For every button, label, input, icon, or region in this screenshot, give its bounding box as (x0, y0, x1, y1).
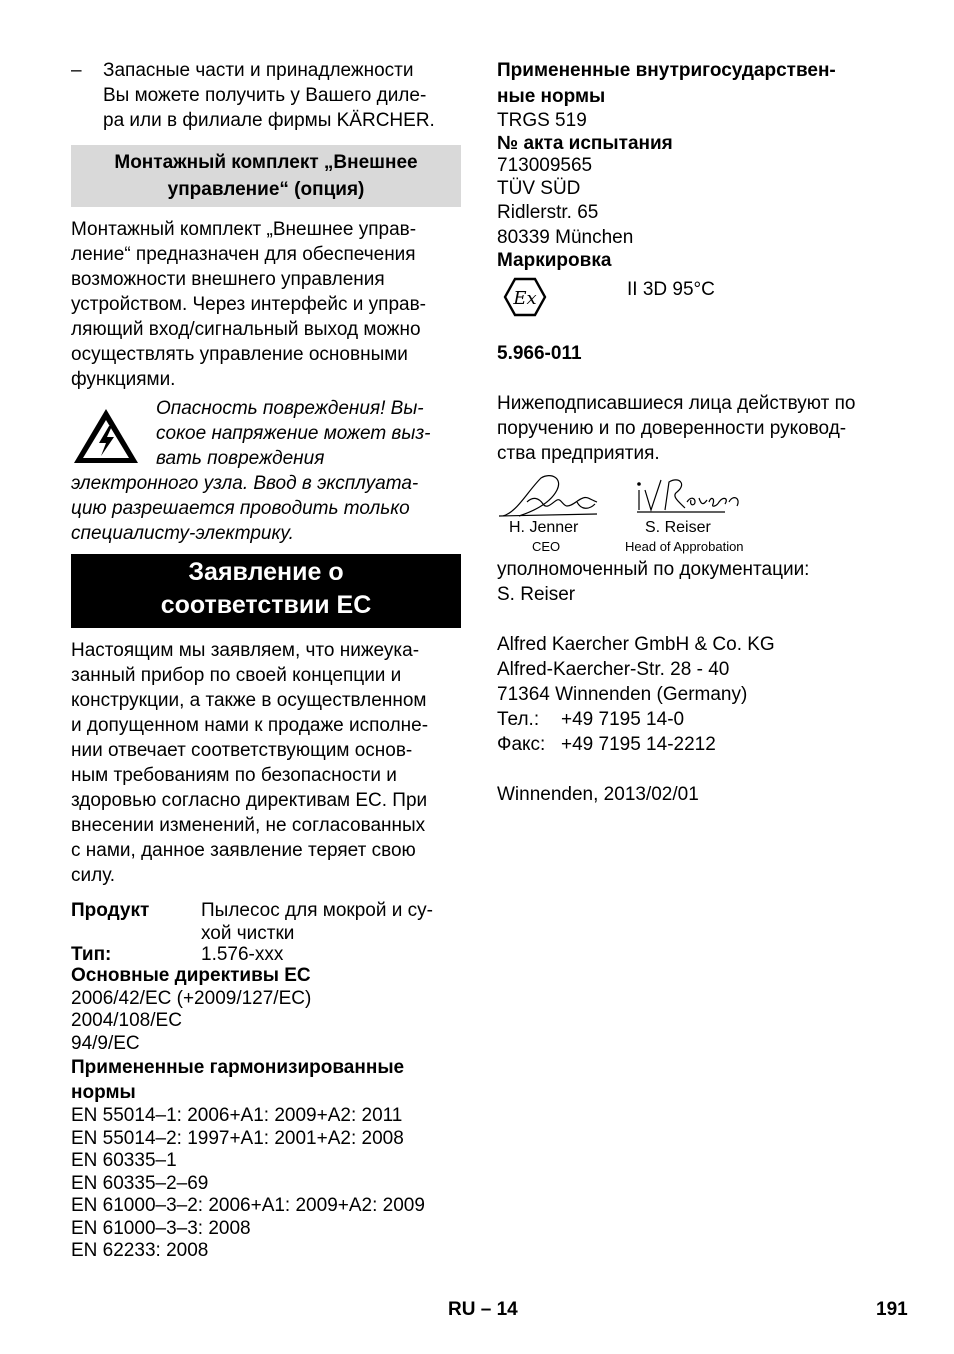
ec-heading-line: соответствии ЕС (160, 591, 372, 619)
product-label: Продукт (71, 900, 150, 921)
warning-line: сокое напряжение может выз- (156, 423, 431, 444)
product-value-line: хой чистки (201, 923, 295, 944)
handwritten-signatures (497, 472, 757, 520)
bullet-dash: – (71, 60, 82, 81)
ec-body-line: занный прибор по своей концепции и (71, 665, 402, 686)
directive-item: 2006/42/EC (+2009/127/EC) (71, 987, 312, 1009)
footer-section-label: RU – 14 (448, 1299, 518, 1320)
warning-line: вать повреждения (156, 448, 325, 469)
ec-body-line: силу. (71, 865, 116, 886)
company-line: 71364 Winnenden (Germany) (497, 683, 748, 705)
signers-line: ства предприятия. (497, 442, 660, 464)
authorized-line: уполномоченный по документации: (497, 558, 810, 580)
ec-body (71, 638, 461, 888)
test-line: TÜV SÜD (497, 177, 581, 199)
kit-body-line: устройством. Через интерфейс и управ- (71, 294, 426, 315)
ec-body-line: внесении изменений, не согласованных (71, 815, 426, 836)
directives-label: Основные директивы ЕС (71, 965, 311, 986)
phone-value: +49 7195 14-0 (561, 708, 685, 730)
signer2-name: S. Reiser (645, 518, 711, 536)
kit-heading (71, 145, 461, 207)
product-value (201, 898, 461, 944)
company-line: Alfred-Kaercher-Str. 28 - 40 (497, 658, 730, 680)
type-row (71, 944, 461, 965)
signer1-name: H. Jenner (509, 518, 579, 536)
kit-body-line: осуществлять управление основными (71, 344, 408, 365)
harmonized-item: EN 62233: 2008 (71, 1240, 209, 1261)
svg-text:Ex: Ex (513, 287, 537, 309)
harmonized-item: EN 61000–3–3: 2008 (71, 1217, 251, 1239)
kit-body-line: ляющий вход/сигнальный выход можно (71, 319, 421, 340)
directive-item: 2004/108/EC (71, 1010, 182, 1031)
bullet-line: Запасные части и принадлежности (103, 60, 414, 81)
fax-value: +49 7195 14-2212 (561, 733, 716, 755)
kit-body-line: функциями. (71, 369, 176, 390)
warning-line: Опасность повреждения! Вы- (156, 398, 424, 419)
directive-item: 94/9/EC (71, 1032, 140, 1054)
fax-row (497, 732, 897, 757)
company-line: Alfred Kaercher GmbH & Co. KG (497, 633, 775, 655)
left-column (71, 58, 461, 1263)
ec-body-line: конструкции, а также в осуществленном (71, 690, 427, 711)
warning-side-text (156, 396, 431, 471)
company-address (497, 632, 897, 757)
signers-line: поручению и по доверенности руковод- (497, 417, 847, 439)
test-line: 713009565 (497, 155, 593, 176)
bullet-line: ра или в филиале фирмы KÄRCHER. (103, 110, 435, 131)
authorized-line: S. Reiser (497, 583, 576, 605)
kit-body-line: возможности внешнего управления (71, 269, 385, 290)
right-column (497, 58, 897, 807)
signers-text (497, 391, 897, 466)
phone-row (497, 707, 897, 732)
ec-body-line: и допущенном нами к продаже исполне- (71, 715, 429, 736)
warning-line: цию разрешается проводить только (71, 498, 410, 519)
harmonized-item: EN 60335–1 (71, 1150, 177, 1171)
harmonized-label-line: нормы (71, 1082, 136, 1103)
ec-body-line: Настоящим мы заявляем, что нижеука- (71, 640, 420, 661)
kit-heading-line: Монтажный комплект „Внешнее (114, 152, 418, 173)
type-value: 1.576-xxx (201, 944, 284, 965)
fax-label: Факс: (497, 733, 546, 755)
ec-body-line: здоровью согласно директивам ЕС. При (71, 790, 428, 811)
ec-directives (71, 965, 461, 1263)
product-value-line: Пылесос для мокрой и су- (201, 900, 433, 921)
ec-heading-line: Заявление о (188, 558, 344, 586)
warning-line: электронного узла. Ввод в эксплуата- (71, 473, 419, 494)
product-row (71, 898, 461, 944)
marking-value: II 3D 95°C (627, 278, 715, 300)
signers-line: Нижеподписавшиеся лица действуют по (497, 392, 856, 414)
test-line: Ridlerstr. 65 (497, 202, 599, 223)
test-label: № акта испытания (497, 132, 673, 154)
national-label-line: ные нормы (497, 86, 606, 107)
test-line: 80339 München (497, 227, 634, 248)
voltage-warning (71, 396, 461, 546)
kit-heading-line: управление“ (опция) (167, 179, 365, 200)
spare-parts-bullet (71, 58, 461, 133)
kit-body-line: ление“ предназначен для обеспечения (71, 244, 416, 265)
page-number: 191 (876, 1299, 908, 1320)
kit-body (71, 217, 461, 392)
high-voltage-warning-icon (71, 406, 141, 466)
warning-line: специалисту-электрику. (71, 523, 294, 544)
harmonized-item: EN 61000–3–2: 2006+A1: 2009+A2: 2009 (71, 1195, 425, 1216)
ec-body-line: нии отвечает соответствующим основ- (71, 740, 413, 761)
signer1-title: CEO (532, 538, 561, 554)
signatures (497, 472, 897, 567)
ec-body-line: с нами, данное заявление теряет свою (71, 840, 416, 861)
phone-label: Тел.: (497, 708, 540, 730)
national-value: TRGS 519 (497, 110, 587, 131)
kit-body-line: Монтажный комплект „Внешнее управ- (71, 219, 417, 240)
marking-label: Маркировка (497, 250, 612, 271)
place-date: Winnenden, 2013/02/01 (497, 783, 699, 805)
marking-row (497, 277, 897, 317)
ec-body-line: ным требованиям по безопасности и (71, 765, 397, 786)
signer2-title: Head of Approbation (625, 538, 744, 554)
harmonized-item: EN 55014–2: 1997+A1: 2001+A2: 2008 (71, 1127, 404, 1149)
national-norms (497, 58, 897, 273)
ec-declaration-heading (71, 554, 461, 628)
harmonized-item: EN 55014–1: 2006+A1: 2009+A2: 2011 (71, 1105, 403, 1126)
ex-atex-icon (503, 277, 547, 317)
harmonized-item: EN 60335–2–69 (71, 1172, 209, 1194)
type-label: Тип: (71, 944, 112, 965)
bullet-line: Вы можете получить у Вашего диле- (103, 85, 427, 106)
harmonized-label-line: Примененные гармонизированные (71, 1057, 405, 1078)
national-label-line: Примененные внутригосударствен- (497, 60, 836, 81)
document-number: 5.966-011 (497, 342, 582, 364)
